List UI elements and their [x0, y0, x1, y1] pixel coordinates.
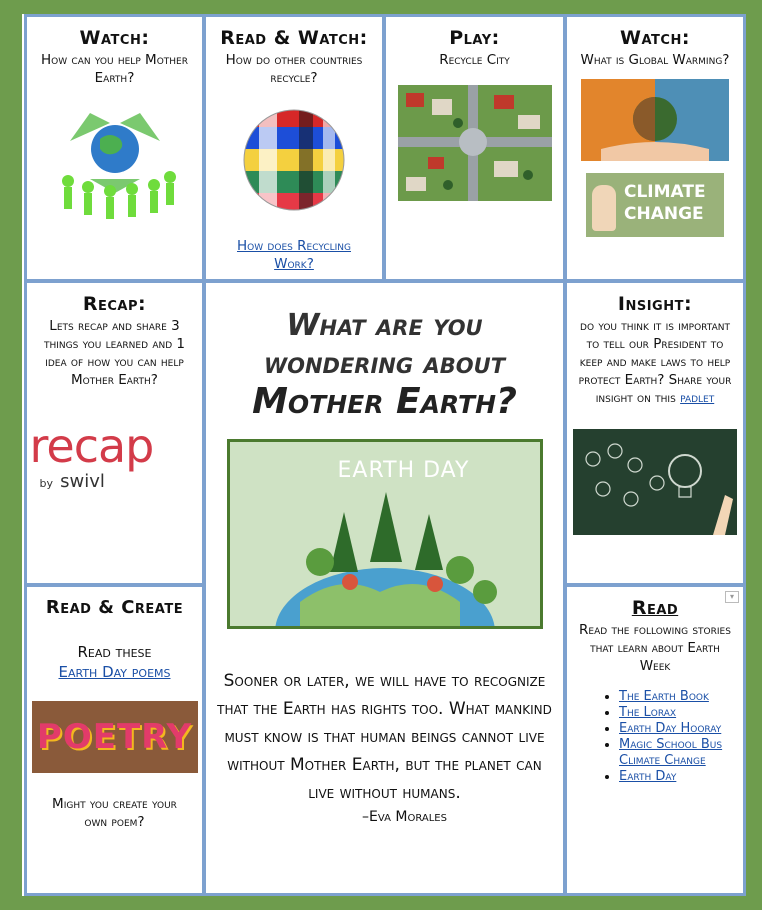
earth-quote: Sooner or later, we will have to recognize that the Earth has rights too. What mankind must know is that human beings cannot live without Mother Earth, but the planet can live without humans.: [217, 671, 552, 803]
earth-day-image[interactable]: [227, 439, 543, 629]
play-game-name: Recycle City: [439, 52, 510, 68]
list-item: [619, 705, 743, 721]
recap-logo[interactable]: [30, 419, 200, 499]
global-warming-image[interactable]: [581, 79, 729, 161]
poetry-image[interactable]: [32, 701, 198, 773]
page-title-line-1: What are you: [286, 308, 483, 343]
read-these-text: Read these: [77, 643, 152, 661]
earth-day-poems-link[interactable]: Earth Day poems: [58, 663, 171, 681]
story-link-magic-school-bus[interactable]: Magic School Bus Climate Change: [619, 737, 723, 768]
recap-logo-by: by: [39, 477, 53, 490]
list-item: [619, 721, 743, 737]
read-watch-heading: Read & Watch:: [220, 27, 368, 49]
lightbulb-chalkboard-image[interactable]: [573, 429, 737, 535]
story-link-earth-day[interactable]: Earth Day: [619, 769, 677, 784]
read-create-heading: Read & Create: [45, 597, 184, 618]
recap-logo-text: recap: [29, 419, 154, 473]
recap-heading: Recap:: [82, 293, 147, 315]
stories-list: [597, 689, 743, 785]
create-poem-question: Might you create your own poem?: [52, 796, 177, 830]
watch-cell-mother-earth: [24, 14, 205, 282]
play-cell: [383, 14, 566, 282]
page-title-line-3: Mother Earth?: [252, 381, 517, 422]
earth-day-caption: EARTH DAY: [337, 458, 470, 483]
flags-globe-image[interactable]: [239, 105, 349, 215]
recap-instructions: Lets recap and share 3 things you learned and 1 idea of how you can help Mother Earth?: [43, 318, 186, 388]
insight-heading: Insight:: [617, 293, 693, 315]
list-item: [619, 689, 743, 705]
play-heading: Play:: [449, 27, 500, 49]
swivl-brand: swivl: [60, 471, 105, 492]
read-watch-question: How do other countries recycle?: [225, 52, 363, 86]
center-cell: [203, 280, 566, 896]
watch-cell-global-warming: [564, 14, 746, 282]
climate-change-video-thumbnail[interactable]: [586, 173, 724, 237]
global-warming-question: What is Global Warming?: [580, 52, 730, 68]
choice-board: [22, 14, 746, 896]
climate-change-badge: CLIMATE CHANGE: [624, 182, 706, 224]
insight-question: [567, 317, 743, 407]
watch-heading-2: Watch:: [620, 27, 690, 49]
insight-cell: [564, 280, 746, 586]
read-create-cell: [24, 584, 205, 896]
padlet-link[interactable]: padlet: [680, 390, 715, 406]
recap-cell: [24, 280, 205, 586]
story-link-lorax[interactable]: The Lorax: [619, 705, 677, 720]
read-cell: [564, 584, 746, 896]
quote-attribution: –Eva Morales: [362, 809, 447, 825]
list-item: [619, 737, 743, 769]
how-recycling-works-link[interactable]: How does Recycling Work?: [237, 238, 351, 272]
dropdown-arrow-icon[interactable]: ▾: [725, 591, 739, 603]
read-heading: Read: [631, 597, 679, 619]
page-title-line-2: wondering about: [263, 346, 506, 381]
insight-question-text: do you think it is important to tell our President to keep and make laws to help protect Earth? Share your insight on this: [578, 318, 732, 406]
story-link-earth-book[interactable]: The Earth Book: [619, 689, 709, 704]
list-item: [619, 769, 743, 785]
watch-heading: Watch:: [79, 27, 150, 49]
read-watch-cell: [203, 14, 385, 282]
story-link-earth-day-hooray[interactable]: Earth Day Hooray: [619, 721, 722, 736]
cartoon-character-icon: [592, 185, 616, 231]
recycle-globe-image[interactable]: [50, 101, 180, 221]
poetry-letters: POETRY: [36, 717, 193, 757]
recycle-city-image[interactable]: [398, 85, 552, 201]
watch-question: How can you help Mother Earth?: [41, 52, 188, 86]
read-instructions: Read the following stories that learn about Earth Week: [579, 622, 731, 674]
